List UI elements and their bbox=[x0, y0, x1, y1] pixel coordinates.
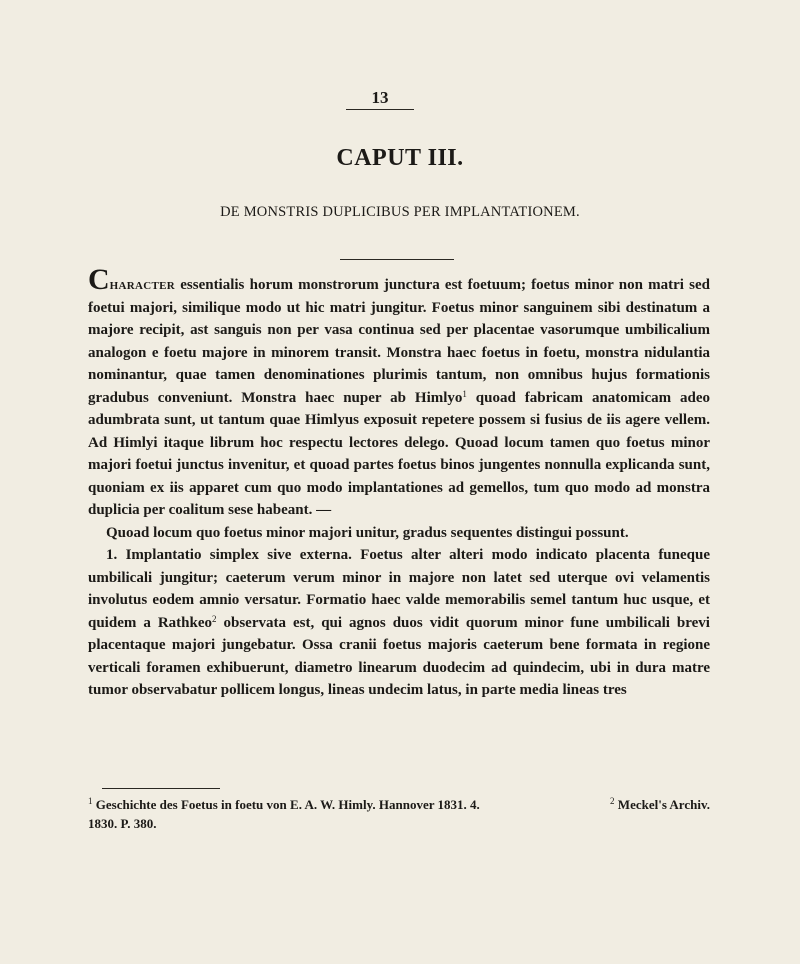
footnote-2-mark: 2 bbox=[610, 796, 615, 806]
paragraph-1-text-b: quoad fabricam anatomicam adeo adumbrata sunt, ut tantum quae Himlyus exposuit repetere possem si fusius de iis agere vellem. Ad Himlyi itaque librum hoc respectu lectores delego. Quoad locum tamen quo foetus minor majori foetui junctus invenitur, et quoad partes foetus binos jungentes nonnulla explicanda sunt, quoniam ex iis apparet cum quo modo implantationes ad gemellos, tum quo modo ad monstra duplicia per coalitum sese habeant. — bbox=[88, 389, 710, 518]
footnote-2-text: Meckel's Archiv. bbox=[617, 797, 710, 812]
paragraph-3-text-b: observata est, qui agnos duos vidit quorum minor fune umbilicali brevi placentaque majori jungebatur. Ossa cranii foetus majoris caeterum bene formata in regione verticali foramen exhibuerunt, diametro linearum duodecim ad quindecim, ubi in dura matre tumor observabatur pollicem longus, lineas undecim latus, in parte media lineas tres bbox=[88, 614, 710, 698]
footnote-2-continuation: 1830. P. 380. bbox=[88, 816, 157, 831]
footnote-ref-2[interactable]: 2 bbox=[212, 613, 217, 624]
paragraph-2: Quoad locum quo foetus minor majori unitur, gradus sequentes distingui possunt. bbox=[106, 524, 629, 541]
footnote-rule bbox=[102, 788, 220, 789]
paragraph-3-text-a: 1. Implantatio simplex sive externa. Foetus alter alteri modo indicato placenta funeque umbilicali jungitur; caeterum verum minor in majore non latet sed uterque ovi velamentis involutus eodem amnio versatur. Formatio haec valde memorabilis semel tantum huc usque, et quidem a Rathkeo bbox=[88, 547, 710, 631]
paragraph-3 bbox=[88, 544, 710, 702]
footnote-ref-1[interactable]: 1 bbox=[462, 388, 467, 399]
body-text bbox=[88, 263, 710, 702]
paragraph-1-text-a: essentialis horum monstrorum junctura est foetuum; foetus minor non matri sed foetui majori, similique modo ut hic matri jungitur. Foetus minor sanguinem sibi destinatum a majore recipit, ast sanguis non per vasa continua sed per placentae vasorumque umbilicalium analogon e foetu majore in minorem transit. Monstra haec foetus in foetu, monstra nidulantia nominantur, quae tamen denominationes plurimis tantum, non omnibus hujus formationis gradubus conveniunt. Monstra haec nuper ab Himlyo bbox=[88, 277, 710, 406]
drop-cap: C bbox=[88, 263, 110, 296]
footnote-1-text: Geschichte des Foetus in foetu von E. A. W. Himly. Hannover 1831. 4. bbox=[95, 797, 480, 812]
lead-word: haracter bbox=[109, 277, 176, 293]
paragraph-1 bbox=[88, 263, 710, 522]
page-number: 13 bbox=[371, 88, 389, 107]
footnotes bbox=[88, 795, 710, 833]
footnote-1-mark: 1 bbox=[88, 796, 93, 806]
footnote-2 bbox=[610, 795, 710, 814]
chapter-subtitle: DE MONSTRIS DUPLICIBUS PER IMPLANTATIONEM. bbox=[220, 204, 580, 220]
chapter-title: CAPUT III. bbox=[336, 145, 464, 171]
title-rule bbox=[340, 259, 454, 260]
footnote-1 bbox=[88, 795, 480, 814]
footnote-line-1 bbox=[88, 795, 710, 814]
header-rule bbox=[346, 109, 414, 110]
